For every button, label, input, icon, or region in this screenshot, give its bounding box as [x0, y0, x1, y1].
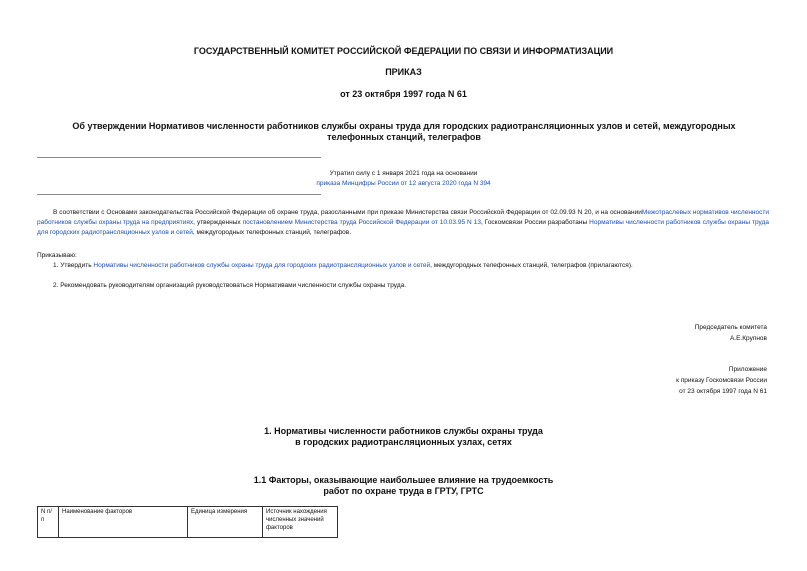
factors-table	[37, 506, 338, 538]
preamble-text-4: , междугородных телефонных станций, телеграфов.	[192, 229, 352, 236]
preamble-link-2[interactable]: постановлением Министерства труда Российской Федерации от 10.03.95 N 13	[242, 219, 481, 226]
appendix-block	[676, 364, 767, 397]
divider-top	[37, 157, 321, 158]
order-item-1	[53, 261, 633, 271]
order-item-1-prefix: 1. Утвердить	[53, 262, 92, 269]
section-1-1-line-2: работ по охране труда в ГРТУ, ГРТС	[323, 486, 484, 496]
table-header-cell: Единица измерения	[188, 507, 263, 538]
issuing-agency: ГОСУДАРСТВЕННЫЙ КОМИТЕТ РОССИЙСКОЙ ФЕДЕРАЦИИ ПО СВЯЗИ И ИНФОРМАТИЗАЦИИ	[193, 46, 614, 56]
order-intro: Приказываю:	[37, 252, 77, 259]
order-item-2: 2. Рекомендовать руководителям организаций руководствоваться Нормативами численности службы охраны труда.	[53, 282, 407, 289]
section-1-1-line-1: 1.1 Факторы, оказывающие наибольшее влияние на трудоемкость	[253, 475, 554, 485]
preamble-paragraph	[37, 208, 769, 238]
document-title: Об утверждении Нормативов численности работников службы охраны труда для городских радиотрансляционных узлов и сетей, междугородных телефонных станций, телеграфов	[72, 121, 736, 142]
section-1-heading	[0, 426, 807, 448]
section-1-line-1: 1. Нормативы численности работников службы охраны труда	[264, 426, 543, 436]
preamble-text-3: , Госкомсвязи России разработаны	[480, 219, 588, 226]
section-1-line-2: в городских радиотрансляционных узлах, сетях	[295, 437, 512, 447]
document-type: ПРИКАЗ	[385, 67, 422, 77]
preamble-link-1[interactable]: Межотраслевых нормативов численности работников службы охраны труда на предприятиях	[37, 209, 769, 226]
appendix-ref: к приказу Госкомсвязи России	[676, 377, 767, 384]
divider-bottom	[37, 194, 321, 195]
signature-role: Председатель комитета	[694, 324, 767, 331]
table-header-cell: Наименование факторов	[59, 507, 188, 538]
appendix-label: Приложение	[728, 366, 767, 373]
order-item-1-link[interactable]: Нормативы численности работников службы охраны труда для городских радиотрансляционных узлов и сетей	[93, 262, 431, 269]
appendix-date: от 23 октября 1997 года N 61	[679, 388, 767, 395]
table-header-cell: N п/п	[38, 507, 59, 538]
signature-block	[695, 322, 767, 344]
table-header-cell: Источник нахождения численных значений факторов	[263, 507, 338, 538]
status-link[interactable]: приказа Минцифры России от 12 августа 2020 года N 394	[316, 180, 491, 187]
order-item-1-suffix: , междугородных телефонных станций, телеграфов (прилагаются).	[430, 262, 633, 269]
signature-name: А.Е.Крупнов	[729, 335, 767, 342]
table-header-row	[38, 507, 338, 538]
status-note	[0, 169, 807, 189]
section-1-1-heading	[0, 475, 807, 497]
document-date-number: от 23 октября 1997 года N 61	[340, 89, 467, 99]
status-text: Утратил силу с 1 января 2021 года на основании	[329, 170, 478, 177]
preamble-text-1: В соответствии с Основами законодательства Российской Федерации об охране труда, разосланными при приказе Министерства связи Российской Федерации от 02.09.93 N 20, и на основании	[53, 209, 642, 216]
preamble-link-3[interactable]: Нормативы численности работников службы охраны труда для городских радиотрансляционных узлов и сетей	[37, 219, 769, 236]
preamble-text-2: , утвержденных	[193, 219, 241, 226]
